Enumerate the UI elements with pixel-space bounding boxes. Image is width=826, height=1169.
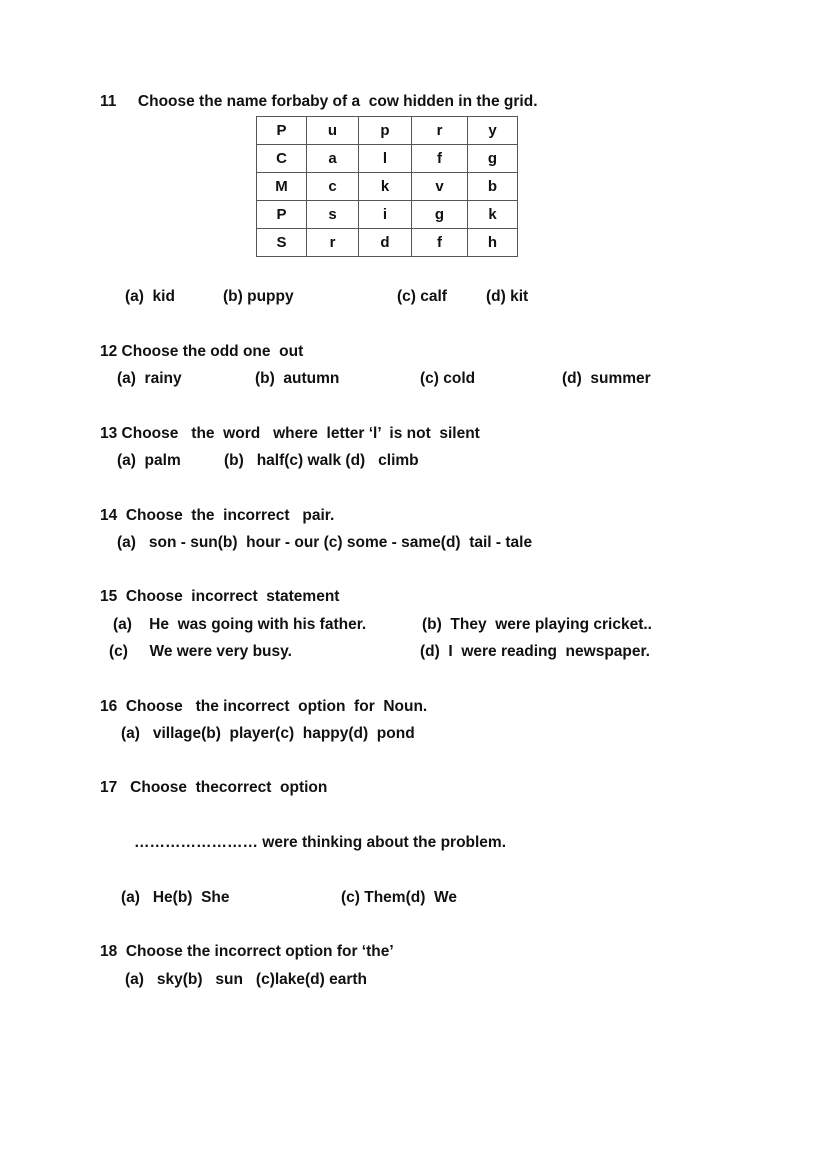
grid-row — [257, 117, 518, 145]
grid-cell: M — [257, 173, 307, 201]
grid-cell: l — [359, 145, 412, 173]
q17-options-ab: (a) He(b) She — [121, 889, 230, 906]
q15-option-a: (a) He was going with his father. — [113, 616, 367, 633]
question-15-text: 15 Choose incorrect statement — [100, 588, 340, 605]
grid-cell: p — [359, 117, 412, 145]
grid-cell: f — [412, 229, 468, 257]
q16-options: (a) village(b) player(c) happy(d) pond — [121, 725, 415, 742]
grid-cell: r — [412, 117, 468, 145]
q11-option-b: (b) puppy — [223, 288, 294, 305]
q12-option-c: (c) cold — [420, 370, 476, 387]
grid-cell: a — [307, 145, 359, 173]
question-12-text: 12 Choose the odd one out — [100, 343, 304, 360]
grid-row — [257, 173, 518, 201]
grid-cell: k — [359, 173, 412, 201]
q17-options-cd: (c) Them(d) We — [341, 889, 457, 906]
grid-cell: g — [468, 145, 518, 173]
grid-cell: v — [412, 173, 468, 201]
grid-cell: y — [468, 117, 518, 145]
grid-cell: b — [468, 173, 518, 201]
q18-options: (a) sky(b) sun (c)lake(d) earth — [125, 971, 368, 988]
q12-option-d: (d) summer — [562, 370, 651, 387]
question-16-text: 16 Choose the incorrect option for Noun. — [100, 698, 428, 715]
grid-cell: u — [307, 117, 359, 145]
q13-option-a: (a) palm — [117, 452, 181, 469]
grid-cell: r — [307, 229, 359, 257]
q11-option-a: (a) kid — [125, 288, 175, 305]
grid-cell: c — [307, 173, 359, 201]
question-18-text: 18 Choose the incorrect option for ‘the’ — [100, 943, 394, 960]
q13-options-bcd: (b) half(c) walk (d) climb — [224, 452, 419, 469]
q12-option-b: (b) autumn — [255, 370, 340, 387]
q11-option-d: (d) kit — [486, 288, 529, 305]
q15-option-d: (d) I were reading newspaper. — [420, 643, 650, 660]
letter-grid — [256, 116, 518, 257]
question-14-text: 14 Choose the incorrect pair. — [100, 507, 335, 524]
grid-cell: d — [359, 229, 412, 257]
question-17-text: 17 Choose thecorrect option — [100, 779, 328, 796]
grid-row — [257, 229, 518, 257]
grid-row — [257, 145, 518, 173]
grid-cell: k — [468, 201, 518, 229]
question-13-text: 13 Choose the word where letter ‘l’ is not silent — [100, 425, 480, 442]
grid-cell: g — [412, 201, 468, 229]
q17-sentence: …………………… were thinking about the problem. — [134, 834, 507, 851]
grid-cell: C — [257, 145, 307, 173]
grid-cell: P — [257, 201, 307, 229]
q12-option-a: (a) rainy — [117, 370, 182, 387]
grid-cell: P — [257, 117, 307, 145]
grid-cell: S — [257, 229, 307, 257]
grid-cell: h — [468, 229, 518, 257]
q11-option-c: (c) calf — [397, 288, 447, 305]
q15-option-b: (b) They were playing cricket.. — [422, 616, 652, 633]
q15-option-c: (c) We were very busy. — [109, 643, 292, 660]
grid-cell: f — [412, 145, 468, 173]
grid-cell: i — [359, 201, 412, 229]
grid-row — [257, 201, 518, 229]
question-11-text: 11 Choose the name forbaby of a cow hidden in the grid. — [100, 93, 538, 110]
q14-options: (a) son - sun(b) hour - our (c) some - same(d) tail - tale — [117, 534, 533, 551]
grid-cell: s — [307, 201, 359, 229]
